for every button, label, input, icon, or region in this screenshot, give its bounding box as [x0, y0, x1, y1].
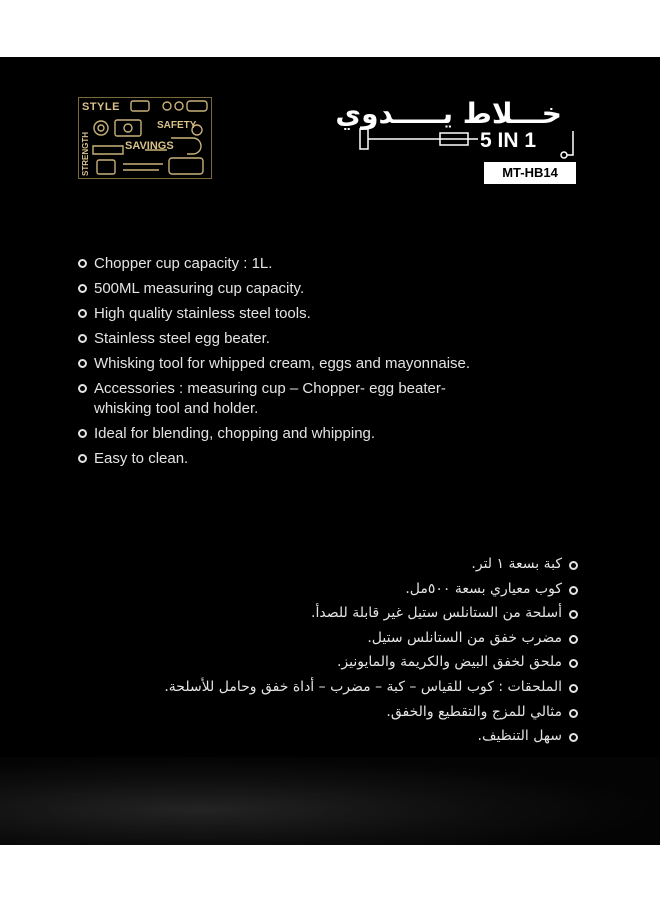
bullet-icon [78, 284, 87, 293]
list-item: Stainless steel egg beater. [78, 329, 548, 349]
list-item: مثالي للمزج والتقطيع والخفق. [78, 703, 578, 722]
list-item: سهل التنظيف. [78, 727, 578, 746]
logo-word-savings: SAVINGS [125, 140, 174, 152]
product-title-arabic: خـــلاط يـــــدوي [335, 97, 562, 130]
brand-logo [78, 97, 212, 179]
bullet-icon [78, 359, 87, 368]
bullet-icon [569, 635, 578, 644]
bullet-icon [569, 733, 578, 742]
bullet-icon [78, 384, 87, 393]
bullet-icon [569, 659, 578, 668]
features-list-english [78, 254, 548, 474]
list-item: Accessories : measuring cup – Chopper- egg beater- whisking tool and holder. [78, 379, 504, 419]
list-item: Easy to clean. [78, 449, 548, 469]
logo-word-style: STYLE [82, 101, 120, 113]
bullet-icon [78, 259, 87, 268]
product-title-english: 5 IN 1 [480, 129, 537, 152]
model-badge: MT-HB14 [484, 162, 576, 184]
bullet-icon [569, 610, 578, 619]
list-item: Ideal for blending, chopping and whipping. [78, 424, 548, 444]
list-item: مضرب خفق من الستانلس ستيل. [78, 629, 578, 648]
bullet-icon [78, 454, 87, 463]
bullet-icon [569, 684, 578, 693]
list-item: Chopper cup capacity : 1L. [78, 254, 548, 274]
list-item: الملحقات : كوب للقياس – كبة – مضرب – أداة خفق وحامل للأسلحة. [78, 678, 578, 697]
list-item: أسلحة من الستانلس ستيل غير قابلة للصدأ. [78, 604, 578, 623]
bullet-icon [569, 709, 578, 718]
list-item: High quality stainless steel tools. [78, 304, 548, 324]
bullet-icon [569, 586, 578, 595]
bullet-icon [78, 429, 87, 438]
product-panel [0, 57, 660, 845]
list-item: كوب معياري بسعة ٥٠٠مل. [78, 580, 578, 599]
list-item: 500ML measuring cup capacity. [78, 279, 548, 299]
logo-word-safety: SAFETY [157, 120, 197, 131]
logo-word-strength: STRENGTH [81, 132, 90, 176]
list-item: كبة بسعة ١ لتر. [78, 555, 578, 574]
bullet-icon [78, 309, 87, 318]
list-item: Whisking tool for whipped cream, eggs and mayonnaise. [78, 354, 548, 374]
features-list-arabic [78, 555, 578, 752]
list-item: ملحق لخفق البيض والكريمة والمايونيز. [78, 653, 578, 672]
bullet-icon [569, 561, 578, 570]
bullet-icon [78, 334, 87, 343]
title-decoration [358, 127, 578, 163]
reflective-floor [0, 757, 660, 845]
